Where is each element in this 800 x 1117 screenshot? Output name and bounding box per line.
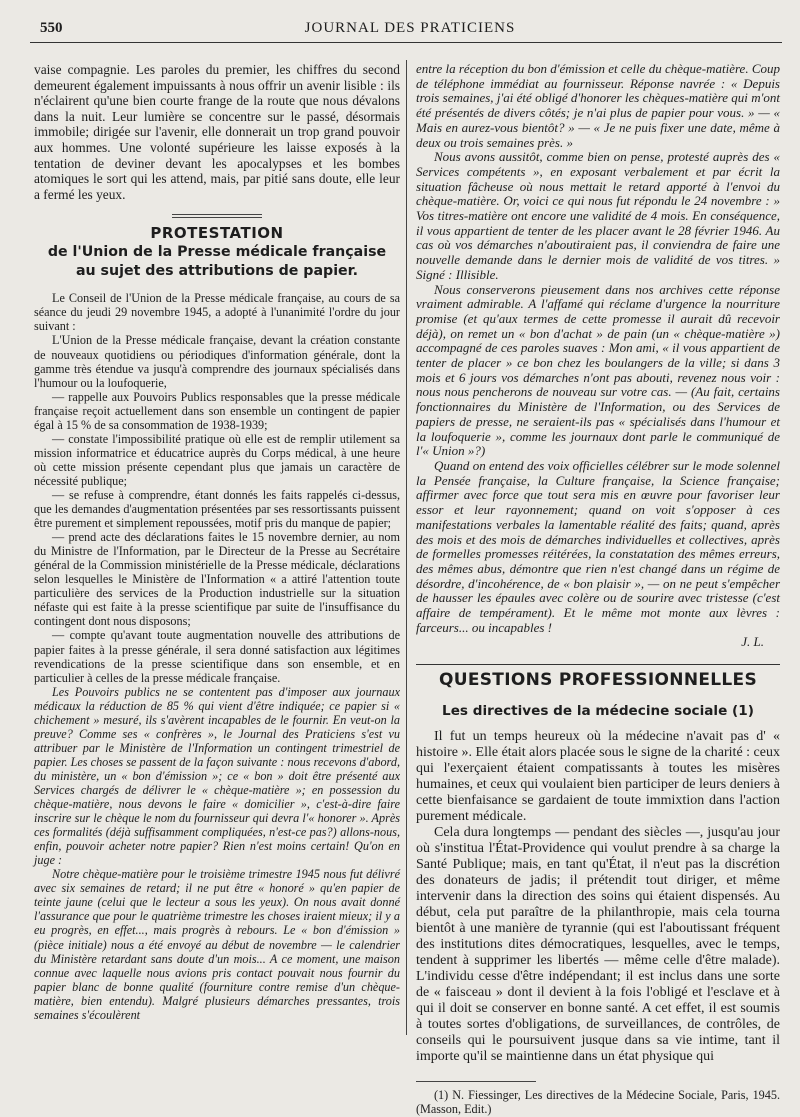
article-title: Les directives de la médecine sociale (1) xyxy=(442,702,754,719)
article-paragraph: Cela dura longtemps — pendant des siècles —, jusqu'au jour où s'institua l'État-Providence qui voulut prendre à sa charge la Santé Publique; mais, en tant qu'État, il n'eut pas la discrétion des donateurs de jadis; il prétendit tout diriger, et même intervenir dans la direction des soins qui étaient dispensés. Au début, cela put paraître de la philanthropie, mais cela tourna bientôt à une manière de tyrannie (qui est l'aboutissant fréquent des institutions dites démocratiques, lesquelles, avec le temps, tendent à supprimer les libertés — même celle d'être malade). L'individu cesse d'être indépendant; il est inclus dans une sorte de « faisceau » dont il devient à la fois l'obligé et l'esclave et à qui il doit se conserver en bonne santé. A cet effet, il est soumis à toutes sortes d'obligations, de surveillances, de contrôles, de conseils qui le poursuivent jusque dans sa vie intime, tant il importe qu'il se maintienne dans un état physique qui xyxy=(416,824,780,1064)
commentary-paragraph: Les Pouvoirs publics ne se contentent pas d'imposer aux journaux médicaux la réduction de 85 % qui vient d'être indiquée; ce papier si « chichement » mesuré, ils s'avèrent incapables de le fournir. En veut-on la preuve? Comme ses « confrères », le Journal des Praticiens s'est vu attribuer par le Ministère de l'Information un contingent trimestriel de papier. Les choses se passent de la façon suivante : nous recevons d'abord, du ministère, un « bon d'émission »; ce « bon » doit être présenté aux Services chargés de délivrer le « chèque-matière »; en possession du chèque-matière, nous devons le faire « domicilier », c'est-à-dire faire inscrire sur le chèque le nom du fournisseur qui devra l'« honorer ». Après ces formalités (déjà suffisamment compliquées, n'est-ce pas?) allons-nous, enfin, pouvoir acheter notre papier? Rien n'est moins certain! Qu'on en juge : xyxy=(34,684,400,868)
commentary-paragraph: Notre chèque-matière pour le troisième trimestre 1945 nous fut délivré avec six semaines de retard; il ne put être « honoré » qu'en papier de teinte jaune (celui que le lecteur a sous les yeux). On nous avait donné l'assurance que pour le quatrième trimestre les choses iraient mieux; il y a eu progrès, en effet..., mais progrès à rebours. Le « bon d'émission » (pièce initiale) nous a été envoyé au début de novembre — le calendrier du Ministère retardant sans doute d'un mois... A ce moment, une maison connue avec laquelle nous avions pris contact pouvait nous fournir du papier blanc de bonne qualité (fourniture contre remise d'un chèque-matière, bien entendu). Malgré plusieurs démarches pressantes, trois semaines s'écoulèrent xyxy=(34,867,400,1022)
page-header xyxy=(40,14,780,42)
protest-paragraph: — constate l'impossibilité pratique où elle est de remplir utilement sa mission informatrice et éducatrice auprès du Corps médical, à une heure où cette mission présente cependant plus que jamais un caractère de nécessité publique; xyxy=(34,431,400,488)
right-column xyxy=(416,62,780,1116)
protest-paragraph: — se refuse à comprendre, étant donnés les faits rappelés ci-dessus, que les demandes d'augmentation présentées par ses ressortissants puissent être purement et simplement repoussées, motif pris du manque de papier; xyxy=(34,488,400,531)
left-column xyxy=(34,62,400,1022)
section-separator xyxy=(172,214,262,218)
protest-paragraph: — rappelle aux Pouvoirs Publics responsables que la presse médicale française reçoit actuellement dans son ensemble un contingent de papier égal à 15 % de sa consommation de 1938-1939; xyxy=(34,389,400,432)
author-signature: J. L. xyxy=(741,634,764,650)
column-divider xyxy=(406,60,407,1035)
article-body xyxy=(416,729,780,1065)
intro-paragraph: vaise compagnie. Les paroles du premier, les chiffres du second demeurent également impuissants à nous offrir un avenir lisible : ils n'éclairent qu'une bien courte frange de la route que nous dévalons dans la nuit. Leur lumière se concentre sur le passé, désormais immobile; dirigée sur l'avenir, elle donnerait un trop grand pouvoir aux hommes. Une volonté supérieure les laisse exposés à la tentation de deviner devant les apocalypses et les bombes atomiques le sort qui les attend, mais, par pitié sans doute, elle leur a fermé les yeux. xyxy=(34,62,400,202)
footnote-rule xyxy=(416,1081,536,1082)
commentary-paragraph: Quand on entend des voix officielles célébrer sur le mode solennel la Pensée française, la Culture française, la Science française; affirmer avec force que tout sera mis en œuvre pour favoriser leur essor et leur rayonnement; quand on voit s'opposer à ces manifestations verbales la lamentable réalité des faits; quand, après des mois et des mois de démarches individuelles et collectives, après de formelles promesses réitérées, la constatation des mêmes erreurs, des mêmes abus, démontre que rien n'est changé dans un régime de désordre, d'incohérence, de « bon plaisir », — on ne peut s'empêcher de hausser les épaules avec colère ou de sourire avec tristesse (c'est affaire de tempérament). Et le même mot monte aux lèvres : farceurs... ou incapables ! xyxy=(416,457,780,635)
article-paragraph: Il fut un temps heureux où la médecine n'avait pas d' « histoire ». Elle était alors placée sous le signe de la charité : ceux qui l'exerçaient étaient compatissants à toutes les misères humaines, et ceux qui voulaient bien participer de leurs deniers à cette bienfaisance se gardaient de toute immixtion dans l'action purement médicale. xyxy=(416,728,780,824)
commentary-paragraph: Nous avons aussitôt, comme bien on pense, protesté auprès des « Services compétents », en exposant verbalement et par écrit la situation fâcheuse où nous mettait le retard apporté à l'envoi du chèque-matière. Or, voici ce qui nous fut répondu le 24 novembre : » Vos titres-matière ont encore une validité de 4 mois. En conséquence, il vous appartient de tenter de les placer avant le 28 février 1946. Au cas où vos démarches n'aboutiraient pas, il conviendra de faire une nouvelle demande dans le dernier mois de validité de vos titres. » Signé : Illisible. xyxy=(416,149,780,282)
protest-subtitle xyxy=(34,243,400,281)
protest-subtitle-line2: au sujet des attributions de papier. xyxy=(75,263,359,280)
commentary-paragraph: entre la réception du bon d'émission et celle du chèque-matière. Coup de téléphone immédiat au fournisseur. Réponse navrée : « Depuis trois semaines, j'ai été obligé d'honorer les chèques-matière qui m'ont été présentés de divers côtés; je n'ai plus de papier pour vous. » — « Mais en aurez-vous bientôt? » — « Je ne puis fixer une date, même à deux ou trois semaines près. » xyxy=(416,61,780,150)
protest-paragraph: — compte qu'avant toute augmentation nouvelle des attributions de papier faites à la presse générale, il sera donné satisfaction aux légitimes revendications de la presse scientifique dans son ensemble, et en particulier à celles de la presse médicale française. xyxy=(34,628,400,685)
protest-subtitle-line1: de l'Union de la Presse médicale française xyxy=(47,244,387,261)
protest-paragraph: — prend acte des déclarations faites le 15 novembre dernier, au nom du Ministre de l'Information, par le Directeur de la Presse au Secrétaire général de la Commission ministérielle de la Presse médicale, déclarations selon lesquelles le Ministère de l'Information « a attiré l'attention toute particulière des services de la Production industrielle sur la situation néfaste qui est faite à la presse scientifique par suite de l'insuffisance du contingent dont nous disposons; xyxy=(34,530,400,629)
signature-line xyxy=(416,635,780,650)
journal-title: JOURNAL DES PRATICIENS xyxy=(304,20,516,36)
section-rule xyxy=(416,664,780,665)
page-number: 550 xyxy=(40,20,63,36)
footnote: (1) N. Fiessinger, Les directives de la Médecine Sociale, Paris, 1945. (Masson, Edit.) xyxy=(416,1087,780,1116)
protest-title: PROTESTATION xyxy=(150,224,284,243)
section-title: QUESTIONS PROFESSIONNELLES xyxy=(439,670,757,691)
commentary-paragraph: Nous conserverons pieusement dans nos archives cette réponse vraiment admirable. A l'affamé qui réclame d'urgence la nourriture promise (et qu'aux termes de cette promesse il aurait dû recevoir déjà), on remet un « bon d'achat » de pain (un « chèque-matière ») accompagné de ces paroles suaves : Mon ami, « il vous appartient de tenter de placer » ce bon chez les boulangers de la ville; si dans 3 mois et 6 jours vos démarches n'ont pas abouti, revenez nous voir : nous nous pencherons de nouveau sur votre cas. — (Au fait, certains fonctionnaires du Ministère de l'Information, ou des Services de papiers de presse, ne seraient-ils pas « spécialisés dans l'humour et la loufoquerie », comme les journaux dont parle le communiqué de l'« Union »?) xyxy=(416,281,780,459)
protest-paragraph: Le Conseil de l'Union de la Presse médicale française, au cours de sa séance du jeudi 29 novembre 1945, a adopté à l'unanimité l'ordre du jour suivant : xyxy=(34,291,400,334)
protest-body xyxy=(34,291,400,1021)
header-rule xyxy=(30,42,782,43)
protest-paragraph: L'Union de la Presse médicale française, devant la création constante de nouveaux quotidiens ou périodiques d'information générale, dont la gamme très étendue va jusqu'à comprendre des journaux spécialisés dans l'humour ou la loufoquerie, xyxy=(34,333,400,390)
